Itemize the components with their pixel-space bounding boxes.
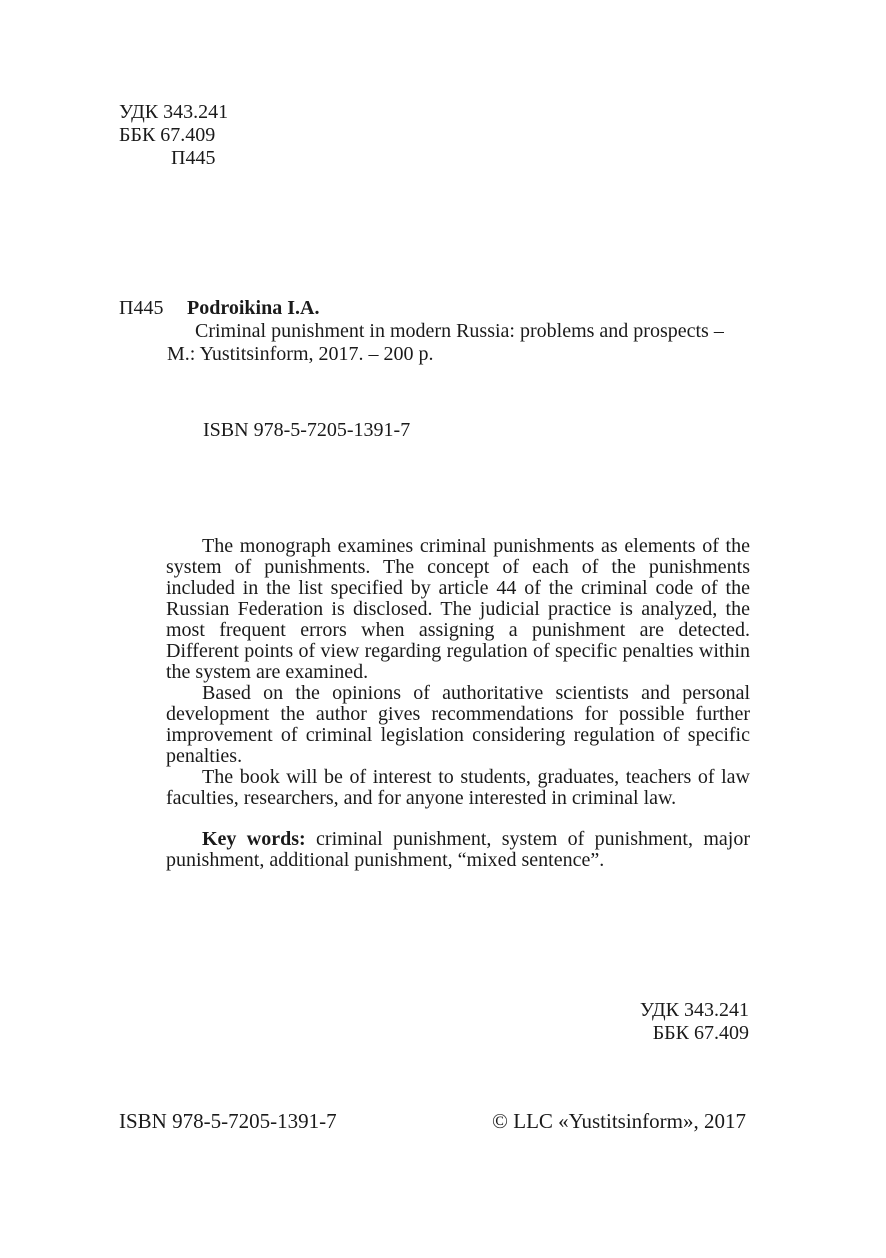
entry-heading [119, 297, 759, 320]
entry-title: Criminal punishment in modern Russia: problems and prospects – [195, 320, 724, 342]
keywords-section [166, 829, 750, 871]
isbn-main: ISBN 978-5-7205-1391-7 [203, 419, 411, 441]
top-classification-codes [119, 101, 228, 170]
bibliographic-entry [119, 297, 759, 366]
udk-code-bottom: УДК 343.241 [639, 999, 749, 1021]
bbk-code: ББК 67.409 [119, 124, 216, 146]
entry-author: Podroikina I.A. [187, 297, 320, 319]
entry-code: П445 [119, 297, 164, 319]
abstract-paragraph: Based on the opinions of authoritative scientists and personal development the author gives recommendations for possible further improvement of criminal legislation considering regulation of specific penalties. [166, 682, 750, 767]
abstract [166, 536, 750, 809]
footer-isbn: ISBN 978-5-7205-1391-7 [119, 1109, 337, 1133]
copyright-notice: © LLC «Yustitsinform», 2017 [492, 1109, 746, 1133]
keywords-text: criminal punishment, system of punishment, major punishment, additional punishment, “mixed sentence”. [166, 828, 750, 871]
abstract-paragraph: The book will be of interest to students, graduates, teachers of law faculties, researchers, and for anyone interested in criminal law. [166, 766, 750, 809]
bottom-classification-codes [640, 999, 749, 1045]
entry-imprint: M.: Yustitsinform, 2017. – 200 p. [167, 343, 434, 365]
abstract-paragraph: The monograph examines criminal punishments as elements of the system of punishments. The concept of each of the punishments included in the list specified by article 44 of the criminal code of the Russian Federation is disclosed. The judicial practice is analyzed, the most frequent errors when assigning a punishment are detected. Different points of view regarding regulation of specific penalties within the system are examined. [166, 535, 750, 683]
bbk-code-bottom: ББК 67.409 [652, 1022, 749, 1044]
udk-code: УДК 343.241 [119, 101, 229, 123]
author-mark: П445 [171, 147, 216, 169]
keywords-paragraph [166, 829, 750, 871]
keywords-label: Key words: [202, 828, 306, 850]
